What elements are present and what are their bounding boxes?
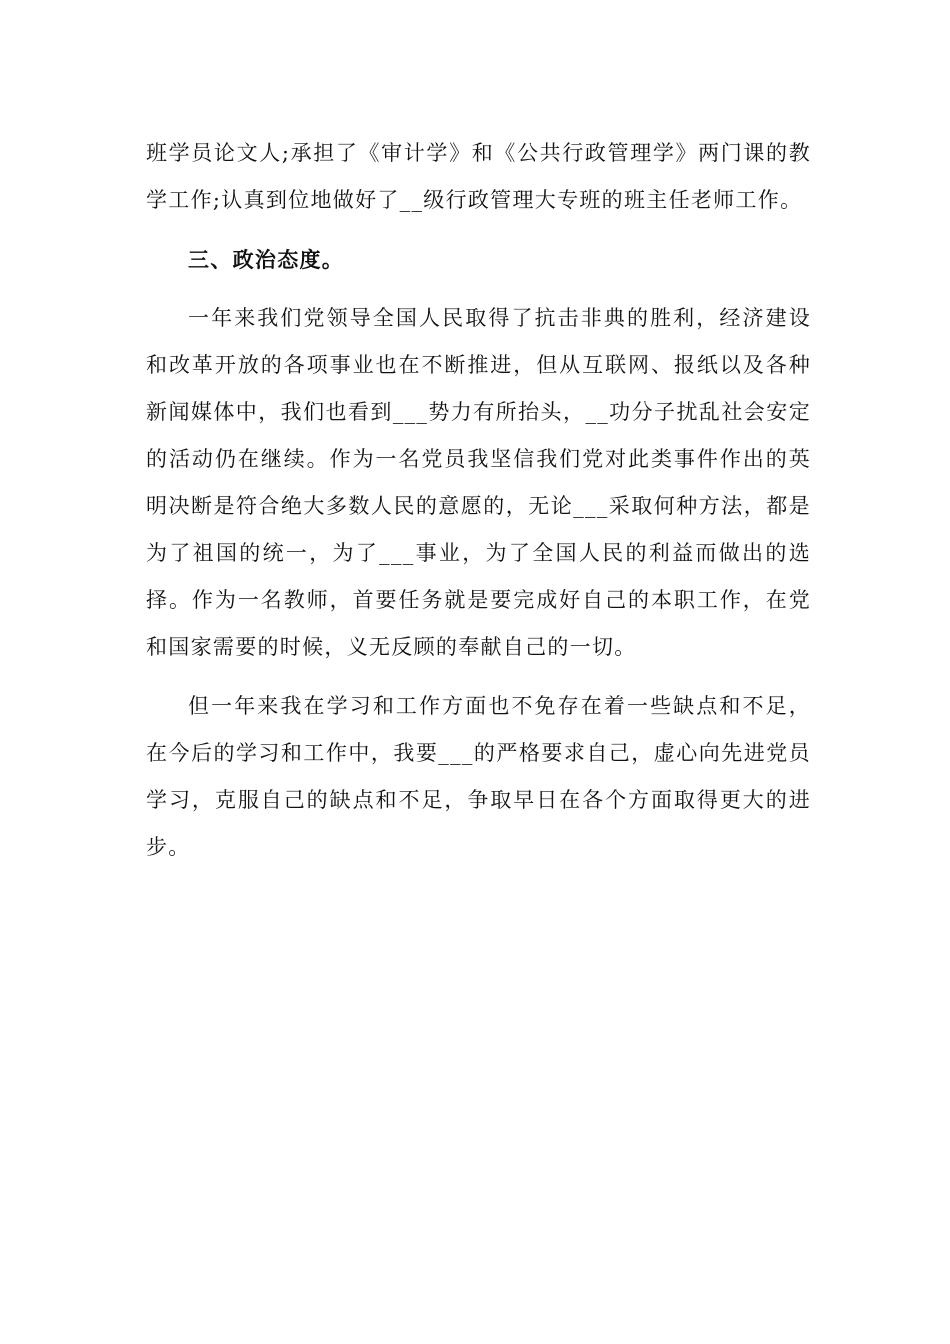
paragraph-continuation: 班学员论文人;承担了《审计学》和《公共行政管理学》两门课的教学工作;认真到位地做好了__级行政管理大专班的班主任老师工作。: [146, 141, 811, 212]
document-body: [146, 130, 811, 883]
paragraph-shortcomings: 但一年来我在学习和工作方面也不免存在着一些缺点和不足，在今后的学习和工作中，我要___的严格要求自己，虚心向先进党员学习，克服自己的缺点和不足，争取早日在各个方面取得更大的进步。: [146, 694, 811, 859]
section-heading: 三、政治态度。: [188, 247, 345, 272]
paragraph-political-attitude: 一年来我们党领导全国人民取得了抗击非典的胜利，经济建设和改革开放的各项事业也在不断推进，但从互联网、报纸以及各种新闻媒体中，我们也看到___势力有所抬头，__功分子扰乱社会安定的活动仍在继续。作为一名党员我坚信我们党对此类事件作出的英明决断是符合绝大多数人民的意愿的，无论___采取何种方法，都是为了祖国的统一，为了___事业，为了全国人民的利益而做出的选择。作为一名教师，首要任务就是要完成好自己的本职工作，在党和国家需要的时候，义无反顾的奉献自己的一切。: [146, 306, 811, 659]
